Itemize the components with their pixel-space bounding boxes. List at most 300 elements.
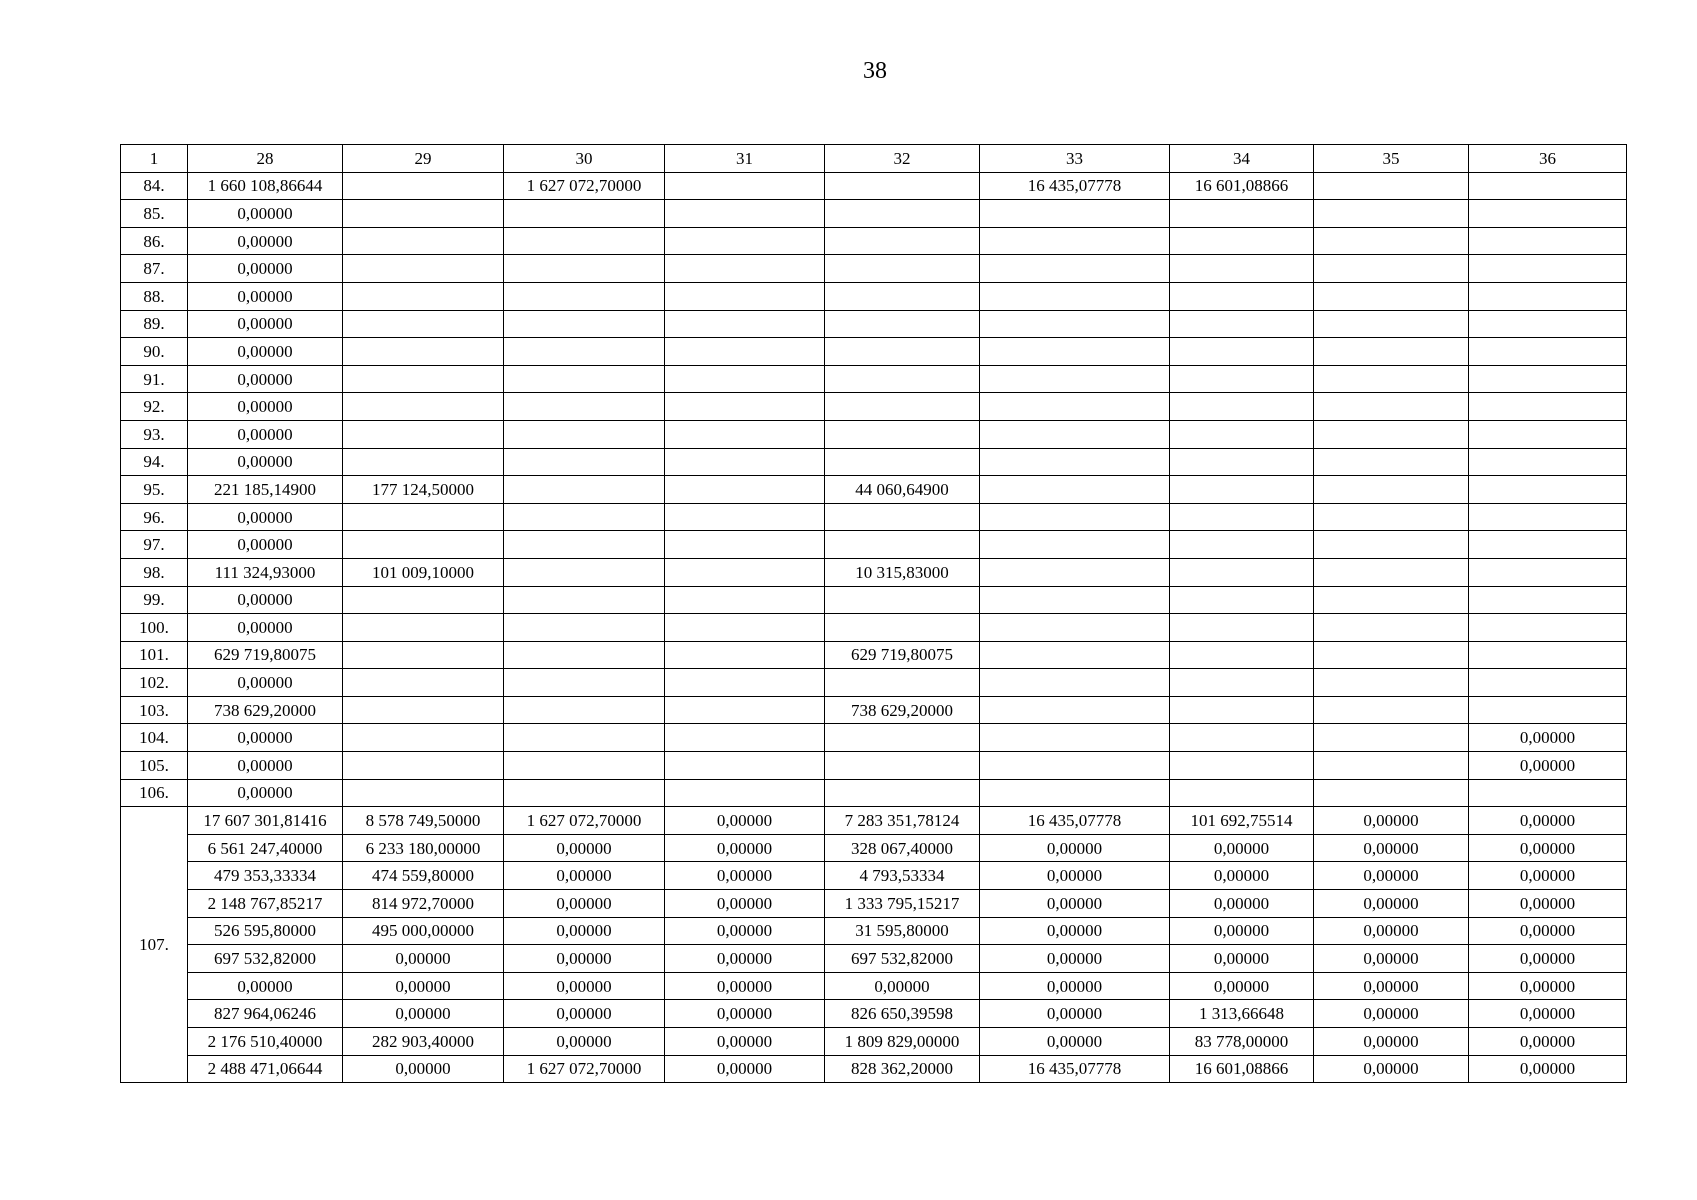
table-cell: 16 435,07778 [980, 807, 1170, 835]
table-cell [343, 586, 504, 614]
table-cell: 0,00000 [980, 834, 1170, 862]
table-cell [1469, 227, 1627, 255]
table-cell [665, 310, 825, 338]
table-cell: 0,00000 [1314, 862, 1469, 890]
table-cell: 0,00000 [504, 834, 665, 862]
table-row [121, 1055, 1627, 1083]
table-cell [665, 696, 825, 724]
table-cell [1469, 255, 1627, 283]
table-cell [343, 200, 504, 228]
table-cell [504, 586, 665, 614]
row-number: 98. [121, 558, 188, 586]
table-cell [343, 503, 504, 531]
table-cell: 0,00000 [504, 862, 665, 890]
table-cell [343, 338, 504, 366]
table-cell [1170, 476, 1314, 504]
table-cell [504, 200, 665, 228]
table-cell: 44 060,64900 [825, 476, 980, 504]
table-cell [1314, 779, 1469, 807]
table-cell [1469, 448, 1627, 476]
table-cell: 0,00000 [188, 393, 343, 421]
table-row [121, 448, 1627, 476]
table-cell: 828 362,20000 [825, 1055, 980, 1083]
table-cell [504, 641, 665, 669]
table-cell: 697 532,82000 [825, 945, 980, 973]
table-cell: 479 353,33334 [188, 862, 343, 890]
table-cell [504, 255, 665, 283]
table-cell: 0,00000 [1314, 890, 1469, 918]
table-cell [825, 503, 980, 531]
table-cell [1170, 696, 1314, 724]
table-cell [665, 476, 825, 504]
table-cell: 17 607 301,81416 [188, 807, 343, 835]
table-cell [1469, 338, 1627, 366]
table-cell [665, 724, 825, 752]
table-row [121, 1000, 1627, 1028]
table-cell [1170, 200, 1314, 228]
table-row [121, 696, 1627, 724]
row-number: 88. [121, 282, 188, 310]
table-cell [1170, 779, 1314, 807]
table-cell [665, 503, 825, 531]
table-cell [825, 365, 980, 393]
table-cell: 0,00000 [825, 972, 980, 1000]
column-header: 30 [504, 145, 665, 173]
column-header: 31 [665, 145, 825, 173]
table-cell [980, 420, 1170, 448]
table-cell [1170, 420, 1314, 448]
table-cell: 0,00000 [188, 365, 343, 393]
table-cell [1170, 255, 1314, 283]
table-cell [343, 282, 504, 310]
table-cell: 0,00000 [188, 724, 343, 752]
table-cell [343, 614, 504, 642]
table-cell [665, 641, 825, 669]
table-cell [665, 448, 825, 476]
table-cell: 7 283 351,78124 [825, 807, 980, 835]
table-cell [1314, 172, 1469, 200]
table-cell: 101 692,75514 [1170, 807, 1314, 835]
row-number: 94. [121, 448, 188, 476]
table-cell [1314, 200, 1469, 228]
table-cell [1170, 310, 1314, 338]
row-number: 93. [121, 420, 188, 448]
table-cell [343, 641, 504, 669]
table-cell [1469, 586, 1627, 614]
table-cell [504, 338, 665, 366]
table-cell: 0,00000 [1314, 1028, 1469, 1056]
column-header: 36 [1469, 145, 1627, 173]
table-row [121, 558, 1627, 586]
table-cell: 221 185,14900 [188, 476, 343, 504]
table-cell: 2 148 767,85217 [188, 890, 343, 918]
table-cell [504, 448, 665, 476]
table-cell: 16 601,08866 [1170, 172, 1314, 200]
table-cell [1469, 365, 1627, 393]
table-cell [1469, 614, 1627, 642]
table-cell [504, 779, 665, 807]
table-cell: 0,00000 [1469, 890, 1627, 918]
table-cell [1170, 558, 1314, 586]
table-cell [980, 338, 1170, 366]
table-cell: 0,00000 [1314, 807, 1469, 835]
table-cell [665, 255, 825, 283]
table-cell [1170, 227, 1314, 255]
table-cell [1314, 448, 1469, 476]
table-cell: 0,00000 [1170, 972, 1314, 1000]
table-cell [980, 476, 1170, 504]
table-cell [665, 669, 825, 697]
table-cell [1170, 531, 1314, 559]
table-cell: 83 778,00000 [1170, 1028, 1314, 1056]
table-row [121, 862, 1627, 890]
table-row [121, 807, 1627, 835]
table-cell: 6 561 247,40000 [188, 834, 343, 862]
table-cell [343, 696, 504, 724]
table-cell: 1 627 072,70000 [504, 1055, 665, 1083]
table-cell [980, 227, 1170, 255]
table-cell [980, 531, 1170, 559]
table-cell: 0,00000 [980, 1028, 1170, 1056]
table-cell [1469, 779, 1627, 807]
table-cell: 0,00000 [1469, 972, 1627, 1000]
table-row [121, 310, 1627, 338]
table-cell: 0,00000 [1469, 807, 1627, 835]
table-cell [1469, 641, 1627, 669]
table-cell: 0,00000 [665, 1000, 825, 1028]
table-cell [1170, 503, 1314, 531]
table-cell [980, 448, 1170, 476]
table-cell: 0,00000 [1314, 972, 1469, 1000]
table-cell [504, 724, 665, 752]
table-cell [343, 752, 504, 780]
table-row [121, 1028, 1627, 1056]
table-row [121, 972, 1627, 1000]
table-row [121, 917, 1627, 945]
table-cell [1469, 310, 1627, 338]
row-number: 99. [121, 586, 188, 614]
table-cell: 0,00000 [1170, 917, 1314, 945]
table-cell: 1 627 072,70000 [504, 172, 665, 200]
table-cell [1469, 503, 1627, 531]
table-cell: 31 595,80000 [825, 917, 980, 945]
table-cell: 111 324,93000 [188, 558, 343, 586]
column-header: 1 [121, 145, 188, 173]
table-cell: 0,00000 [343, 972, 504, 1000]
table-cell: 0,00000 [980, 890, 1170, 918]
row-number: 107. [121, 807, 188, 1083]
table-cell: 4 793,53334 [825, 862, 980, 890]
table-cell: 0,00000 [188, 200, 343, 228]
table-cell [1170, 448, 1314, 476]
table-cell [1469, 200, 1627, 228]
table-cell [980, 393, 1170, 421]
table-cell: 0,00000 [1314, 945, 1469, 973]
column-header: 33 [980, 145, 1170, 173]
table-cell [1314, 531, 1469, 559]
page-number: 38 [863, 58, 887, 84]
table-cell: 1 809 829,00000 [825, 1028, 980, 1056]
table-cell [1469, 531, 1627, 559]
table-cell [343, 669, 504, 697]
table-cell [1170, 641, 1314, 669]
table-cell [1314, 476, 1469, 504]
table-cell: 0,00000 [980, 862, 1170, 890]
table-cell: 0,00000 [343, 1000, 504, 1028]
table-cell: 629 719,80075 [188, 641, 343, 669]
table-cell: 738 629,20000 [825, 696, 980, 724]
table-row [121, 779, 1627, 807]
table-cell [1469, 420, 1627, 448]
column-header: 32 [825, 145, 980, 173]
table-cell [825, 227, 980, 255]
table-cell [1469, 669, 1627, 697]
table-cell: 0,00000 [665, 1028, 825, 1056]
table-cell [980, 696, 1170, 724]
table-cell [504, 365, 665, 393]
table-cell [343, 531, 504, 559]
table-cell [504, 310, 665, 338]
table-cell [343, 172, 504, 200]
table-cell [665, 752, 825, 780]
table-cell: 738 629,20000 [188, 696, 343, 724]
table-cell [1469, 172, 1627, 200]
table-cell [1314, 227, 1469, 255]
table-cell [665, 614, 825, 642]
table-row [121, 365, 1627, 393]
table-cell [665, 420, 825, 448]
table-cell [504, 752, 665, 780]
table-row [121, 890, 1627, 918]
table-cell [980, 669, 1170, 697]
table-row [121, 834, 1627, 862]
table-cell: 0,00000 [188, 503, 343, 531]
table-cell: 2 488 471,06644 [188, 1055, 343, 1083]
row-number: 106. [121, 779, 188, 807]
table-cell [665, 531, 825, 559]
table-cell: 0,00000 [188, 338, 343, 366]
table-cell [1469, 476, 1627, 504]
table-cell: 0,00000 [1170, 945, 1314, 973]
table-cell [825, 282, 980, 310]
table-cell [980, 365, 1170, 393]
table-cell: 0,00000 [1469, 834, 1627, 862]
row-number: 105. [121, 752, 188, 780]
header-row [121, 145, 1627, 173]
table-cell [825, 255, 980, 283]
column-header: 35 [1314, 145, 1469, 173]
table-cell: 0,00000 [188, 586, 343, 614]
table-cell: 0,00000 [665, 945, 825, 973]
table-cell [343, 310, 504, 338]
table-cell: 0,00000 [504, 945, 665, 973]
table-cell [1314, 393, 1469, 421]
table-cell [825, 752, 980, 780]
table-cell: 1 660 108,86644 [188, 172, 343, 200]
table-cell: 0,00000 [504, 890, 665, 918]
table-cell: 16 601,08866 [1170, 1055, 1314, 1083]
row-number: 103. [121, 696, 188, 724]
table-cell [1314, 310, 1469, 338]
row-number: 89. [121, 310, 188, 338]
table-row [121, 641, 1627, 669]
table-cell [504, 393, 665, 421]
table-cell [1469, 282, 1627, 310]
table-cell [343, 724, 504, 752]
table-row [121, 586, 1627, 614]
row-number: 92. [121, 393, 188, 421]
table-cell [504, 476, 665, 504]
table-cell: 0,00000 [504, 917, 665, 945]
table-cell: 0,00000 [188, 752, 343, 780]
table-cell [1170, 586, 1314, 614]
table-row [121, 614, 1627, 642]
table-cell [980, 641, 1170, 669]
table-cell [504, 420, 665, 448]
table-cell [343, 227, 504, 255]
row-number: 84. [121, 172, 188, 200]
table-cell [665, 365, 825, 393]
table-cell [1170, 282, 1314, 310]
table-cell: 0,00000 [1469, 862, 1627, 890]
table-cell: 0,00000 [188, 420, 343, 448]
table-cell [1469, 393, 1627, 421]
table-row [121, 752, 1627, 780]
table-cell: 0,00000 [1170, 862, 1314, 890]
table-row [121, 172, 1627, 200]
table-cell [665, 338, 825, 366]
table-cell [1314, 365, 1469, 393]
table-cell [825, 310, 980, 338]
table-cell [825, 172, 980, 200]
table-cell [825, 779, 980, 807]
table-cell: 0,00000 [665, 1055, 825, 1083]
table-cell [980, 752, 1170, 780]
table-cell: 282 903,40000 [343, 1028, 504, 1056]
table-cell [1314, 420, 1469, 448]
row-number: 91. [121, 365, 188, 393]
column-header: 34 [1170, 145, 1314, 173]
table-cell [343, 365, 504, 393]
table-cell: 0,00000 [665, 917, 825, 945]
table-cell: 0,00000 [1469, 724, 1627, 752]
table-cell: 0,00000 [665, 862, 825, 890]
table-cell: 826 650,39598 [825, 1000, 980, 1028]
table-cell: 1 333 795,15217 [825, 890, 980, 918]
table-cell [343, 393, 504, 421]
table-cell: 0,00000 [1469, 945, 1627, 973]
table-cell: 0,00000 [188, 531, 343, 559]
table-cell [1170, 393, 1314, 421]
data-table [120, 144, 1627, 1083]
table-cell [343, 779, 504, 807]
table-cell: 0,00000 [980, 945, 1170, 973]
table-cell [665, 227, 825, 255]
table-cell: 697 532,82000 [188, 945, 343, 973]
table-cell: 0,00000 [188, 227, 343, 255]
table-cell [504, 531, 665, 559]
table-row [121, 724, 1627, 752]
table-cell [980, 724, 1170, 752]
table-cell [825, 669, 980, 697]
table-row [121, 531, 1627, 559]
table-cell: 0,00000 [980, 917, 1170, 945]
table-row [121, 255, 1627, 283]
table-cell: 328 067,40000 [825, 834, 980, 862]
table-cell [980, 310, 1170, 338]
table-cell [980, 614, 1170, 642]
table-cell: 0,00000 [188, 282, 343, 310]
table-cell: 0,00000 [188, 614, 343, 642]
table-cell: 0,00000 [504, 1028, 665, 1056]
table-row [121, 282, 1627, 310]
row-number: 101. [121, 641, 188, 669]
table-cell: 16 435,07778 [980, 1055, 1170, 1083]
table-cell [1314, 696, 1469, 724]
table-cell [825, 200, 980, 228]
table-cell [980, 200, 1170, 228]
table-cell [1314, 752, 1469, 780]
table-cell: 0,00000 [1314, 917, 1469, 945]
row-number: 90. [121, 338, 188, 366]
table-cell: 0,00000 [1314, 1000, 1469, 1028]
table-cell [825, 338, 980, 366]
table-cell [1469, 696, 1627, 724]
table-cell: 0,00000 [1469, 1000, 1627, 1028]
row-number: 86. [121, 227, 188, 255]
table-cell: 0,00000 [1469, 1055, 1627, 1083]
table-cell [825, 724, 980, 752]
row-number: 87. [121, 255, 188, 283]
table-cell [980, 779, 1170, 807]
table-row [121, 227, 1627, 255]
row-number: 97. [121, 531, 188, 559]
table-cell: 0,00000 [665, 807, 825, 835]
table-cell [1170, 338, 1314, 366]
table-cell: 526 595,80000 [188, 917, 343, 945]
table-cell [980, 255, 1170, 283]
table-cell: 0,00000 [1314, 834, 1469, 862]
table-cell [504, 227, 665, 255]
table-cell [1314, 641, 1469, 669]
table-cell: 0,00000 [1314, 1055, 1469, 1083]
table-cell: 0,00000 [1170, 834, 1314, 862]
table-cell [1170, 669, 1314, 697]
table-cell [825, 614, 980, 642]
table-cell [343, 255, 504, 283]
table-cell: 474 559,80000 [343, 862, 504, 890]
table-row [121, 476, 1627, 504]
table-cell [1170, 614, 1314, 642]
table-cell: 0,00000 [665, 834, 825, 862]
table-cell [1170, 365, 1314, 393]
table-cell [825, 531, 980, 559]
table-cell: 0,00000 [980, 1000, 1170, 1028]
table-cell [504, 614, 665, 642]
row-number: 104. [121, 724, 188, 752]
table-row [121, 393, 1627, 421]
table-cell [1314, 503, 1469, 531]
table-cell [1314, 282, 1469, 310]
table-cell [1314, 558, 1469, 586]
table-row [121, 420, 1627, 448]
table-cell: 495 000,00000 [343, 917, 504, 945]
table-cell: 101 009,10000 [343, 558, 504, 586]
table-cell: 0,00000 [504, 1000, 665, 1028]
table-cell [980, 586, 1170, 614]
table-cell [343, 448, 504, 476]
row-number: 85. [121, 200, 188, 228]
